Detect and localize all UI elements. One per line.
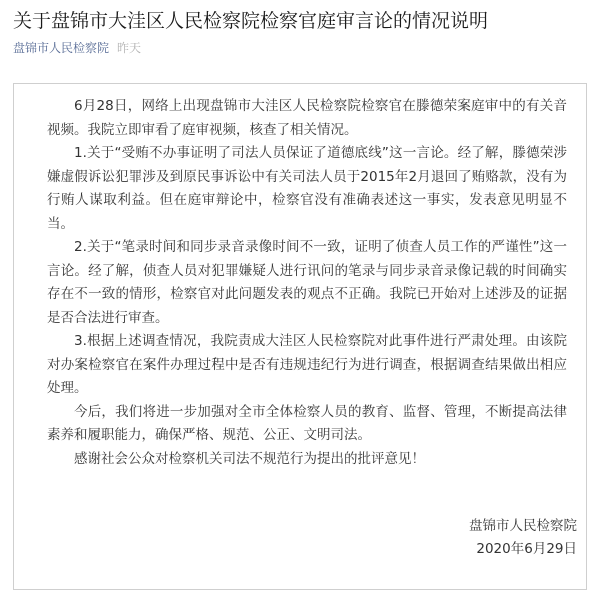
paragraph-thanks: 感谢社会公众对检察机关司法不规范行为提出的批评意见！ [74,450,425,467]
account-name-link[interactable]: 盘锦市人民检察院 [13,41,110,55]
article-meta [13,40,141,56]
paragraph-point-3: 3.根据上述调查情况，我院责成大洼区人民检察院对此事件进行严肃处理。由该院对办案检察官在案件办理过程中是否有违规违纪行为进行调查，根据调查结果做出相应处理。 [47,333,567,396]
signature-org: 盘锦市人民检察院 [469,518,577,534]
paragraph-intro: 6月28日，网络上出现盘锦市大洼区人民检察院检察官在滕德荣案庭审中的有关音视频。我院立即审看了庭审视频，核查了相关情况。 [47,98,567,138]
publish-time: 昨天 [117,41,142,55]
paragraph-point-1: 1.关于“受贿不办事证明了司法人员保证了道德底线”这一言论。经了解，滕德荣涉嫌虚假诉讼犯罪涉及到原民事诉讼中有关司法人员于2015年2月退回了贿赂款，没有为行贿人谋取利益。但在庭审辩论中，检察官没有准确表述这一事实，发表意见明显不当。 [47,145,567,232]
article-title: 关于盘锦市大洼区人民检察院检察官庭审言论的情况说明 [13,10,489,32]
signature-block [469,515,577,561]
paragraph-point-2: 2.关于“笔录时间和同步录音录像时间不一致，证明了侦查人员工作的严谨性”这一言论。经了解，侦查人员对犯罪嫌疑人进行讯问的笔录与同步录音录像记载的时间确实存在不一致的情形，检察官对此问题发表的观点不正确。我院已开始对上述涉及的证据是否合法进行审查。 [47,239,567,326]
signature-date: 2020年6月29日 [476,541,577,557]
paragraph-future: 今后，我们将进一步加强对全市全体检察人员的教育、监督、管理，不断提高法律素养和履职能力，确保严格、规范、公正、文明司法。 [47,403,567,443]
document-body [47,95,567,471]
